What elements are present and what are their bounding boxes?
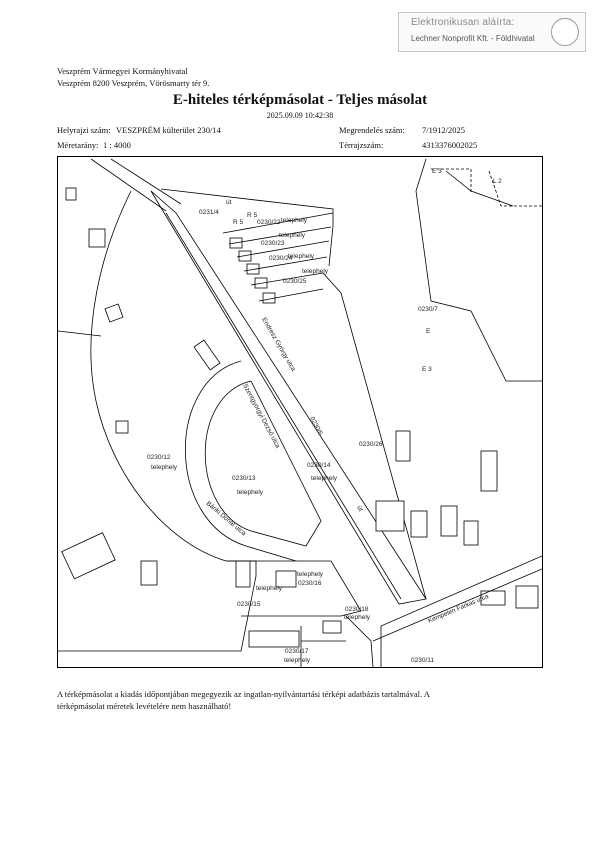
map-number-label: Térrajzszám: xyxy=(339,140,384,150)
label-telephely-14: telephely xyxy=(311,475,338,482)
office-address: Veszprém 8200 Veszprém, Vörösmarty tér 9. xyxy=(57,78,210,88)
label-e-mid: E xyxy=(426,328,431,335)
label-telephely-18: telephely xyxy=(344,614,371,621)
label-0230-18: 0230/18 xyxy=(345,606,369,613)
label-r5-a: R 5 xyxy=(233,219,244,226)
label-e3-mid: E 3 xyxy=(422,366,432,373)
document-title: E-hiteles térképmásolat - Teljes másolat xyxy=(172,92,428,108)
stamp-signed-by: Elektronikusan aláírta: xyxy=(411,17,515,28)
label-telephely-15: telephely xyxy=(256,585,283,592)
label-0230-6: 0230/6 xyxy=(308,415,324,437)
label-0230-14: 0230/14 xyxy=(307,462,331,469)
label-telephely-12: telephely xyxy=(151,464,178,471)
scale-label: Méretarány: xyxy=(57,140,99,150)
label-ut-top: út xyxy=(226,199,232,206)
label-0230-17: 0230/17 xyxy=(285,648,309,655)
order-number-label: Megrendelés szám: xyxy=(339,125,405,135)
map-number-value: 4313376002025 xyxy=(422,140,478,150)
label-0230-16: 0230/16 xyxy=(298,580,322,587)
label-0230-26: 0230/26 xyxy=(359,441,383,448)
parcel-0230-7-boundary xyxy=(323,159,542,599)
label-endresz-street: Endresz György utca xyxy=(260,316,297,373)
order-number-value: 7/1912/2025 xyxy=(422,125,465,135)
label-0230-11: 0230/11 xyxy=(411,657,435,664)
label-telephely-22: telephely xyxy=(281,217,308,224)
cadastral-map xyxy=(57,156,543,668)
label-r5-b: R 5 xyxy=(247,212,258,219)
label-0230-24: 0230/24 xyxy=(269,255,293,262)
label-telephely-23: telephely xyxy=(279,232,306,239)
label-telephely-13: telephely xyxy=(237,489,264,496)
label-0230-13: 0230/13 xyxy=(232,475,256,482)
label-e3-top: E 3 xyxy=(432,168,442,175)
label-telephely-17: telephely xyxy=(284,657,311,664)
label-telephely-24: telephely xyxy=(288,253,315,260)
label-telephely-25: telephely xyxy=(302,268,329,275)
disclaimer-text: A térképmásolat a kiadás időpontjában megegyezik az ingatlan-nyilvántartási térképi adatbázis tartalmával. A térképmásolat méretek levételére nem használható! xyxy=(57,689,430,711)
label-0230-15: 0230/15 xyxy=(237,601,261,608)
label-0230-23: 0230/23 xyxy=(261,240,285,247)
label-kempelen-street: Kempelen Farkas utca xyxy=(427,592,490,625)
parcel-number-value: VESZPRÉM külterület 230/14 xyxy=(116,125,221,135)
label-0230-12: 0230/12 xyxy=(147,454,171,461)
label-0230-22: 0230/22 xyxy=(257,219,281,226)
electronic-signature-stamp xyxy=(398,12,586,52)
label-0230-25: 0230/25 xyxy=(283,278,307,285)
label-0230-7: 0230/7 xyxy=(418,306,438,313)
scale-value: 1 : 4000 xyxy=(103,140,131,150)
cadastral-map-drawing xyxy=(58,157,542,667)
label-ut-mid: út xyxy=(355,504,364,513)
label-szentgyorgyi-street: Szentgyörgyi Dezső utca xyxy=(241,382,282,450)
label-l2: L 2 xyxy=(493,178,502,185)
upper-access-road xyxy=(91,159,181,211)
issue-timestamp: 2025.09.09 10:42:38 xyxy=(266,111,334,120)
west-parcel-edge xyxy=(58,331,101,336)
label-telephely-16: telephely xyxy=(297,571,324,578)
office-name: Veszprém Vármegyei Kormányhivatal xyxy=(57,66,188,76)
parcel-number-label: Helyrajzi szám: xyxy=(57,125,111,135)
signature-seal-icon xyxy=(551,18,579,46)
stamp-signer: Lechner Nonprofit Kft. - Földhivatal xyxy=(411,34,535,43)
label-banki-street: Bánki Donát utca xyxy=(204,500,248,538)
label-0231-4: 0231/4 xyxy=(199,209,219,216)
